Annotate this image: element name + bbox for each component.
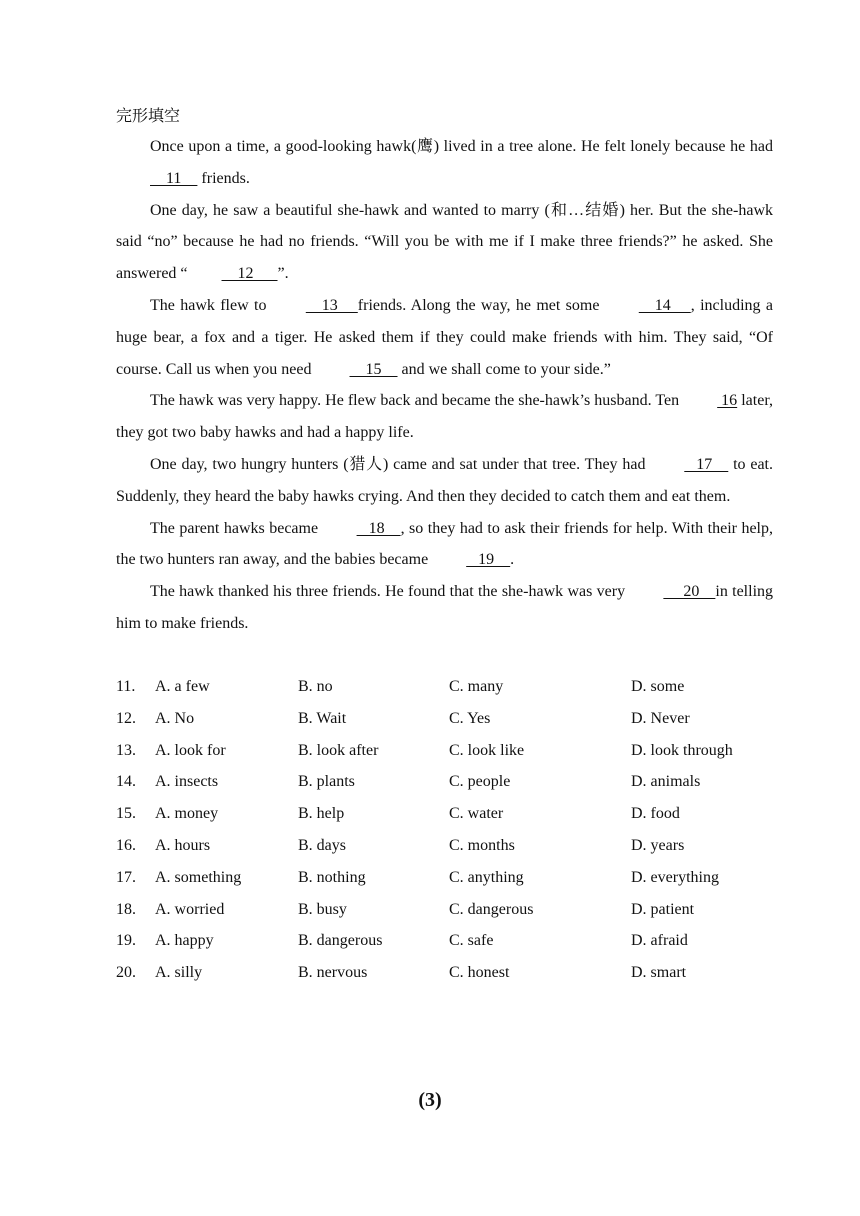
option-row — [116, 703, 776, 735]
option-a: A. silly — [155, 964, 203, 982]
option-d: D. afraid — [631, 932, 688, 950]
passage-text: friends. Along the way, he met some — [357, 296, 605, 314]
option-d: D. some — [631, 678, 685, 695]
option-row — [116, 830, 776, 862]
option-c: C. look like — [449, 741, 525, 759]
option-a: A. insects — [155, 773, 219, 791]
passage-text: and we shall come to your side.” — [397, 360, 611, 378]
passage-paragraph — [116, 449, 773, 513]
option-c: C. dangerous — [449, 900, 534, 918]
option-c: C. people — [449, 773, 511, 791]
option-d: D. years — [631, 836, 685, 854]
option-row — [116, 894, 776, 926]
section-heading: 完形填空 — [116, 106, 181, 125]
passage-text: friends. — [197, 169, 250, 187]
passage-paragraph — [116, 290, 773, 385]
answer-blank: 19 — [466, 551, 511, 569]
option-d: D. look through — [631, 741, 733, 759]
option-c: C. Yes — [449, 709, 491, 727]
option-a: A. hours — [155, 836, 211, 854]
option-b: B. nothing — [298, 868, 366, 886]
question-number: 19. — [116, 932, 136, 950]
passage-text: The hawk was very happy. He flew back and became the she-hawk’s husband. Ten — [150, 392, 684, 410]
option-c: C. water — [449, 805, 504, 823]
answer-blank: 16 — [717, 392, 738, 410]
cloze-passage — [116, 131, 773, 640]
option-b: B. nervous — [298, 964, 368, 982]
passage-paragraph — [116, 513, 773, 577]
option-row — [116, 798, 776, 830]
passage-text: The hawk flew to — [150, 296, 272, 314]
answer-blank: 14 — [638, 296, 691, 314]
passage-paragraph — [116, 195, 773, 290]
passage-text: One day, two hungry hunters (猎人) came and sat under that tree. They had — [150, 455, 651, 473]
option-b: B. plants — [298, 773, 355, 791]
answer-blank: 12 — [221, 265, 278, 283]
option-a: A. worried — [155, 900, 225, 918]
question-number: 14. — [116, 773, 136, 791]
option-a: A. money — [155, 805, 219, 823]
answer-blank: 11 — [150, 169, 198, 187]
option-b: B. no — [298, 678, 333, 695]
question-number: 18. — [116, 900, 136, 918]
question-number: 13. — [116, 741, 136, 759]
passage-paragraph — [116, 131, 773, 195]
option-c: C. many — [449, 678, 504, 695]
page-number: (3) — [418, 1089, 442, 1111]
option-d: D. smart — [631, 964, 687, 982]
passage-text: in telling him to make friends. — [116, 583, 774, 632]
passage-text: ”. — [277, 265, 289, 283]
option-c: C. months — [449, 836, 515, 854]
option-d: D. food — [631, 805, 680, 823]
option-b: B. dangerous — [298, 932, 383, 950]
option-row — [116, 671, 776, 703]
answer-blank: 18 — [356, 519, 401, 537]
option-b: B. busy — [298, 900, 347, 918]
option-a: A. happy — [155, 932, 214, 950]
option-a: A. a few — [155, 678, 210, 695]
passage-text: The parent hawks became — [150, 519, 323, 537]
question-number: 12. — [116, 709, 136, 727]
question-number: 16. — [116, 836, 136, 854]
answer-blank: 20 — [663, 583, 716, 601]
option-b: B. look after — [298, 741, 379, 759]
option-b: B. days — [298, 836, 346, 854]
option-a: A. look for — [155, 741, 226, 759]
option-d: D. animals — [631, 773, 701, 791]
option-row — [116, 735, 776, 767]
passage-text: , including a huge bear, a fox and a tiger. He asked them if they could make friends with him. They said, “Of course. Call us when you need — [116, 296, 773, 378]
option-row — [116, 957, 776, 989]
passage-text: . — [510, 551, 515, 569]
passage-text: Once upon a time, a good-looking hawk(鹰) lived in a tree alone. He felt lonely because he had — [150, 138, 773, 155]
answer-options — [116, 671, 776, 989]
option-row — [116, 925, 776, 957]
answer-blank: 15 — [349, 360, 398, 378]
answer-blank: 17 — [684, 455, 729, 473]
option-b: B. help — [298, 805, 345, 823]
passage-text: The hawk thanked his three friends. He found that the she-hawk was very — [150, 583, 630, 601]
option-c: C. honest — [449, 964, 510, 982]
option-d: D. Never — [631, 709, 690, 727]
option-a: A. something — [155, 868, 242, 886]
question-number: 11. — [116, 678, 136, 695]
passage-text: , so they had to ask their friends for help. With their help, the two hunters ran away, and the babies became — [116, 519, 773, 569]
option-row — [116, 766, 776, 798]
passage-text: to eat. Suddenly, they heard the baby hawks crying. And then they decided to catch them and eat them. — [116, 455, 773, 505]
option-d: D. everything — [631, 868, 719, 886]
passage-text: One day, he saw a beautiful she-hawk and wanted to marry (和…结婚) her. But the she-hawk said “no” because he had no friends. “Will you be with me if I make three friends?” he asked. She answered “ — [116, 201, 773, 283]
option-c: C. safe — [449, 932, 494, 950]
passage-paragraph — [116, 576, 773, 640]
answer-blank: 13 — [305, 296, 358, 314]
question-number: 20. — [116, 964, 136, 982]
passage-paragraph — [116, 385, 773, 449]
option-d: D. patient — [631, 900, 695, 918]
question-number: 15. — [116, 805, 136, 823]
option-a: A. No — [155, 709, 195, 727]
passage-text: later, they got two baby hawks and had a happy life. — [116, 392, 774, 442]
option-row — [116, 862, 776, 894]
option-b: B. Wait — [298, 709, 347, 727]
option-c: C. anything — [449, 868, 524, 886]
question-number: 17. — [116, 868, 136, 886]
